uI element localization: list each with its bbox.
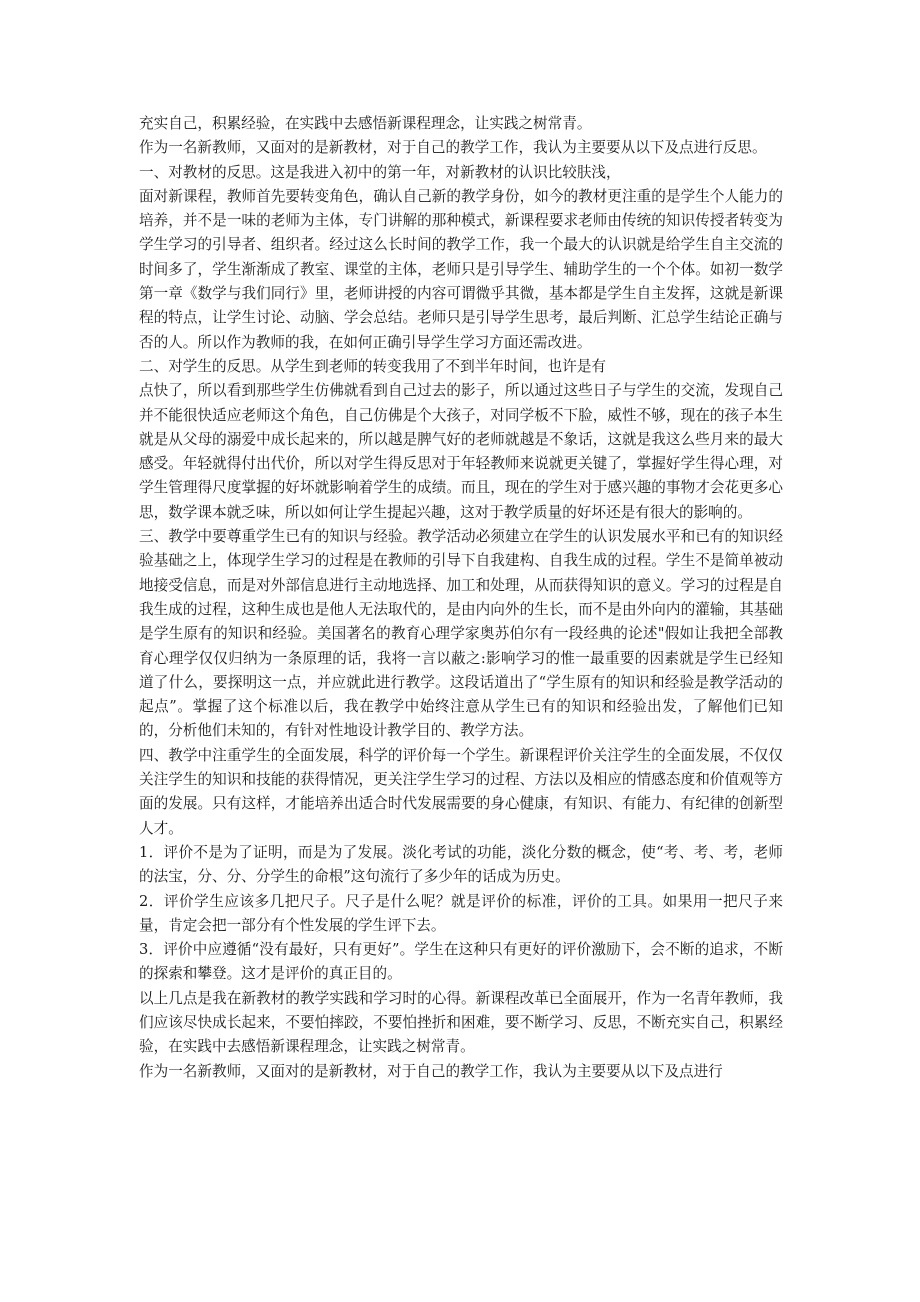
paragraph: 作为一名新教师，又面对的是新教材，对于自己的教学工作，我认为主要要从以下及点进行: [139, 1062, 723, 1080]
paragraph: 作为一名新教师，又面对的是新教材，对于自己的教学工作，我认为主要要从以下及点进行反思。: [139, 139, 767, 157]
document-body: [139, 112, 783, 1084]
paragraph: 三、教学中要尊重学生已有的知识与经验。教学活动必须建立在学生的认识发展水平和已有的知识经验基础之上，体现学生学习的过程是在教师的引导下自我建构、自我生成的过程。学生不是简单被动地接受信息，而是对外部信息进行主动地选择、加工和处理，从而获得知识的意义。学习的过程是自我生成的过程，这种生成也是他人无法取代的，是由内向外的生长，而不是由外向内的灌输，其基础是学生原有的知识和经验。美国著名的教育心理学家奥苏伯尔有一段经典的论述"假如让我把全部教育心理学仅仅归纳为一条原理的话，我将一言以蔽之:影响学习的惟一最重要的因素就是学生已经知道了什么，要探明这一点，并应就此进行教学。这段话道出了“学生原有的知识和经验是教学活动的起点”。掌握了这个标准以后，我在教学中始终注意从学生已有的知识和经验出发，了解他们已知的，分析他们未知的，有针对性地设计教学目的、教学方法。: [139, 528, 783, 740]
paragraph: 2．评价学生应该多几把尺子。尺子是什么呢？就是评价的标准，评价的工具。如果用一把尺子来量，肯定会把一部分有个性发展的学生评下去。: [139, 892, 783, 934]
paragraph: 一、对教材的反思。这是我进入初中的第一年，对新教材的认识比较肤浅，: [139, 163, 621, 181]
paragraph: 以上几点是我在新教材的教学实践和学习时的心得。新课程改革已全面展开，作为一名青年教师，我们应该尽快成长起来，不要怕摔跤，不要怕挫折和困难，要不断学习、反思，不断充实自己，积累经验，在实践中去感悟新课程理念，让实践之树常青。: [139, 989, 783, 1056]
paragraph: 1．评价不是为了证明，而是为了发展。淡化考试的功能，淡化分数的概念，使“考、考、考，老师的法宝，分、分、分学生的命根”这句流行了多少年的话成为历史。: [139, 843, 783, 886]
paragraph: 二、对学生的反思。从学生到老师的转变我用了不到半年时间，也许是有: [139, 357, 607, 375]
paragraph: 面对新课程，教师首先要转变角色，确认自己新的教学身份，如今的教材更注重的是学生个人能力的培养，并不是一味的老师为主体，专门讲解的那种模式，新课程要求老师由传统的知识传授者转变为学生学习的引导者、组织者。经过这么长时间的教学工作，我一个最大的认识就是给学生自主交流的时间多了，学生渐渐成了教室、课堂的主体，老师只是引导学生、辅助学生的一个个体。如初一数学第一章《数学与我们同行》里，老师讲授的内容可谓微乎其微，基本都是学生自主发挥，这就是新课程的特点，让学生讨论、动脑、学会总结。老师只是引导学生思考，最后判断、汇总学生结论正确与否的人。所以作为教师的我，在如何正确引导学生学习方面还需改进。: [139, 187, 783, 351]
paragraph: 充实自己，积累经验，在实践中去感悟新课程理念，让实践之树常青。: [139, 115, 592, 132]
paragraph: 四、教学中注重学生的全面发展，科学的评价每一个学生。新课程评价关注学生的全面发展，不仅仅关注学生的知识和技能的获得情况，更关注学生学习的过程、方法以及相应的情感态度和价值观等方面的发展。只有这样，才能培养出适合时代发展需要的身心健康，有知识、有能力、有纪律的创新型人才。: [139, 746, 783, 837]
paragraph: 点快了，所以看到那些学生仿佛就看到自己过去的影子，所以通过这些日子与学生的交流，发现自己并不能很快适应老师这个角色，自己仿佛是个大孩子，对同学板不下脸，威性不够，现在的孩子本生就是从父母的溺爱中成长起来的，所以越是脾气好的老师就越是不象话，这就是我这么些月来的最大感受。年轻就得付出代价，所以对学生得反思对于年轻教师来说就更关键了，掌握好学生得心理，对学生管理得尺度掌握的好坏就影响着学生的成绩。而且，现在的学生对于感兴趣的事物才会花更多心思，数学课本就乏味，所以如何让学生提起兴趣，这对于教学质量的好坏还是有很大的影响的。: [139, 382, 783, 521]
paragraph: 3．评价中应遵循“没有最好，只有更好”。学生在这种只有更好的评价激励下，会不断的追求，不断的探索和攀登。这才是评价的真正目的。: [139, 941, 783, 983]
